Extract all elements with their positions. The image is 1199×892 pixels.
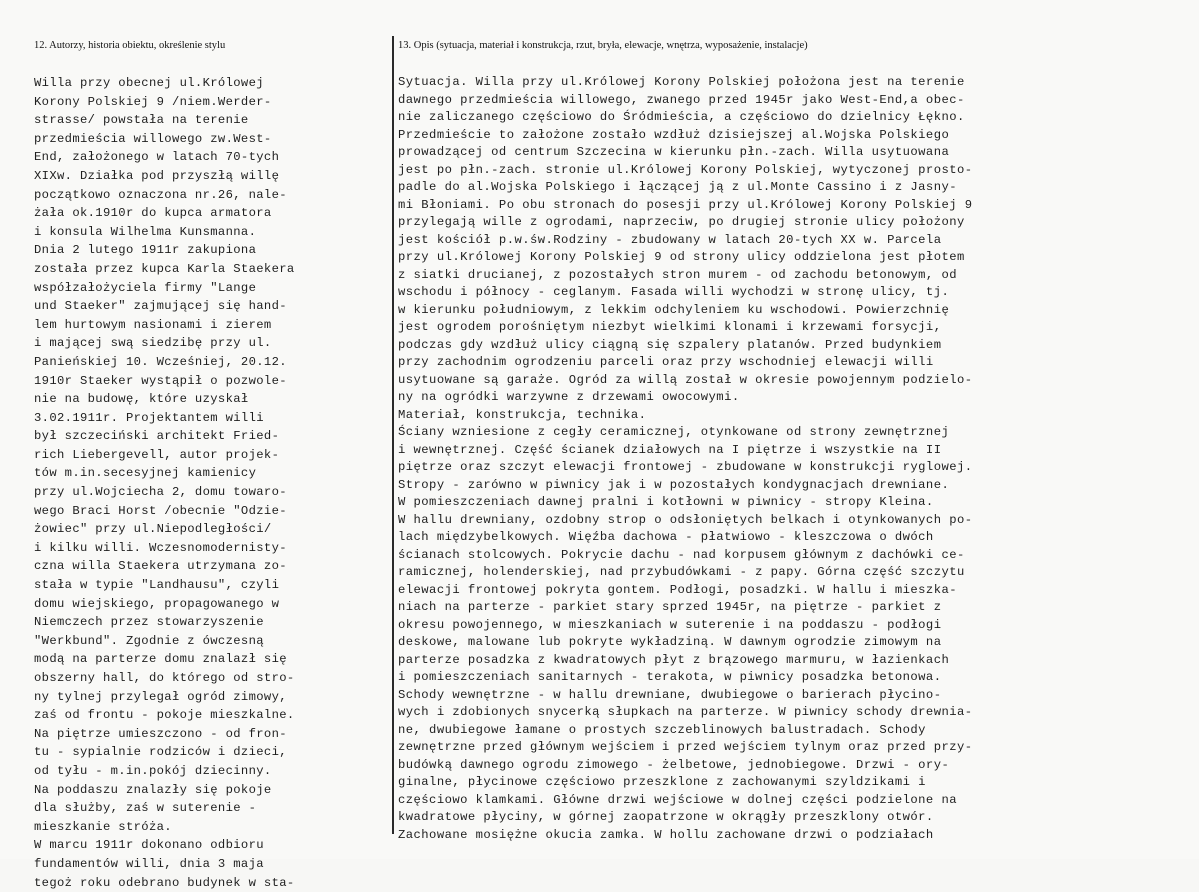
- history-text-line: strasse/ powstała na terenie: [34, 113, 249, 128]
- description-text-line: ne, dwubiegowe łamane o prostych szczeblinowych balustradach. Schody: [398, 722, 926, 737]
- history-text-line: i mającej swą siedzibę przy ul.: [34, 336, 272, 351]
- description-text-line: W pomieszczeniach dawnej pralni i kotłowni w piwnicy - stropy Kleina.: [398, 495, 934, 509]
- description-text-line: częściowo klamkami. Główne drzwi wejściowe w dolnej części podzielone na: [398, 792, 957, 807]
- description-text-line: i wewnętrznej. Część ścianek działowych na I piętrze i wszystkie na II: [398, 442, 942, 457]
- description-text-line: prowadzącej od centrum Szczecina w kierunku płn.-zach. Willa usytuowana: [398, 145, 950, 159]
- history-text-line: Niemczech przez stowarzyszenie: [34, 615, 264, 630]
- history-text-line: W marcu 1911r dokonano odbioru: [34, 838, 264, 853]
- description-text-line: deskowe, malowane lub pokryte wykładziną. W dawnym ogrodzie zimowym na: [398, 635, 942, 649]
- history-text-line: modą na parterze domu znalazł się: [34, 652, 287, 667]
- description-text-line: Zachowane mosiężne okucia zamka. W hollu zachowane drzwi o podziałach: [398, 827, 934, 842]
- history-text-line: stała w typie "Landhausu", czyli: [34, 578, 280, 593]
- description-text-line: jest ogrodem porośniętym niezbyt wielkimi klonami i krzewami forsycji,: [398, 320, 942, 334]
- description-text-line: Schody wewnętrzne - w hallu drewniane, dwubiegowe o barierach płycino-: [398, 687, 942, 702]
- history-text-line: przedmieścia willowego zw.West-: [34, 131, 272, 146]
- history-text-line: rich Liebergevell, autor projek-: [34, 447, 280, 462]
- history-text-line: Panieńskiej 10. Wcześniej, 20.12.: [34, 354, 287, 369]
- history-text-line: wego Braci Horst /obecnie "Odzie-: [34, 503, 287, 518]
- history-text-line: tu - sypialnie rodziców i dzieci,: [34, 745, 287, 760]
- description-text-line: padle do al.Wojska Polskiego i łączącej ją z ul.Monte Cassino i z Jasny-: [398, 180, 957, 194]
- description-text-line: mi Błoniami. Po obu stronach do posesji przy ul.Królowej Korony Polskiej 9: [398, 197, 973, 212]
- history-text-line: domu wiejskiego, propagowanego w: [34, 596, 280, 611]
- history-text-column: [34, 74, 386, 892]
- history-text-line: czna willa Staekera utrzymana zo-: [34, 559, 287, 574]
- history-text-line: została przez kupca Karla Staekera: [34, 261, 295, 276]
- description-text-line: Stropy - zarówno w piwnicy jak i w pozostałych kondygnacjach drewniane.: [398, 477, 950, 492]
- description-text-line: niach na parterze - parkiet stary sprzed 1945r, na piętrze - parkiet z: [398, 600, 942, 614]
- history-text-line: fundamentów willi, dnia 3 maja: [34, 856, 264, 871]
- history-text-line: XIXw. Działka pod przyszłą willę: [34, 168, 280, 183]
- section-13-header: 13. Opis (sytuacja, materiał i konstrukcja, rzut, bryła, elewacje, wnętrza, wyposażenie, instalacje): [398, 40, 808, 51]
- description-text-line: jest po płn.-zach. stronie ul.Królowej Korony Polskiej, wytyczonej prosto-: [398, 162, 973, 177]
- description-text-line: elewacji frontowej pokryta gontem. Podłogi, posadzki. W hallu i mieszka-: [398, 582, 957, 597]
- history-text-line: 1910r Staeker wystąpił o pozwole-: [34, 373, 287, 388]
- description-text-line: i pomieszczeniach sanitarnych - terakota, w piwnicy posadzka betonowa.: [398, 670, 942, 684]
- description-text-line: nie zaliczanego częściowo do Śródmieścia, a częściowo do dzielnicy Łękno.: [398, 110, 965, 124]
- description-text-line: w kierunku południowym, z lekkim odchyleniem ku wschodowi. Powierzchnię: [398, 302, 950, 317]
- history-text-line: Willa przy obecnej ul.Królowej: [34, 76, 264, 90]
- history-text-line: mieszkanie stróża.: [34, 819, 172, 834]
- description-text-line: wych i zdobionych snycerką słupkach na parterze. W piwnicy schody drewnia-: [398, 705, 973, 719]
- description-text-line: ny na ogródki warzywne z drzewami owocowymi.: [398, 390, 740, 404]
- description-text-line: zewnętrzne przed głównym wejściem i przed wejściem tylnym oraz przed przy-: [398, 740, 973, 754]
- description-text-line: przy ul.Królowej Korony Polskiej 9 od strony ulicy oddzielona jest płotem: [398, 250, 965, 264]
- description-text-line: kwadratowe płyciny, w górnej zaopatrzone w okrągły przeszklony otwór.: [398, 810, 934, 824]
- description-text-line: ścianach stolcowych. Pokrycie dachu - nad korpusem głównym z dachówki ce-: [398, 547, 965, 562]
- history-text-line: współzałożyciela firmy "Lange: [34, 280, 257, 295]
- history-text-line: tów m.in.secesyjnej kamienicy: [34, 466, 257, 481]
- section-12-header: 12. Autorzy, historia obiektu, określenie stylu: [34, 40, 226, 51]
- description-text-line: budówką dawnego ogrodu zimowego - żelbetowe, jednobiegowe. Drzwi - ory-: [398, 757, 950, 772]
- history-text-line: lem hurtowym nasionami i zierem: [34, 317, 272, 332]
- description-text-line: parterze posadzka z kwadratowych płyt z brązowego marmuru, w łazienkach: [398, 652, 950, 667]
- description-text-line: lach międzybelkowych. Więźba dachowa - płatwiowo - kleszczowa o dwóch: [398, 530, 934, 544]
- history-text-line: End, założonego w latach 70-tych: [34, 150, 280, 165]
- description-text-line: przylegają wille z ogrodami, naprzeciw, po drugiej stronie ulicy położony: [398, 215, 965, 229]
- history-text-line: i konsula Wilhelma Kunsmanna.: [34, 224, 257, 239]
- description-text-line: Ściany wzniesione z cegły ceramicznej, otynkowane od strony zewnętrznej: [398, 425, 950, 439]
- description-text-line: dawnego przedmieścia willowego, zwanego przed 1945r jako West-End,a obec-: [398, 92, 965, 107]
- description-text-line: z siatki drucianej, z pozostałych stron murem - od zachodu betonowym, od: [398, 267, 957, 282]
- description-text-line: jest kościół p.w.św.Rodziny - zbudowany w latach 20-tych XX w. Parcela: [398, 232, 942, 247]
- description-text-line: piętrze oraz szczyt elewacji frontowej - zbudowane w konstrukcji ryglowej.: [398, 460, 973, 474]
- description-text-line: podczas gdy wzdłuż ulicy ciągną się szpalery platanów. Przed budynkiem: [398, 337, 942, 352]
- history-text-line: żowiec" przy ul.Niepodległości/: [34, 522, 272, 537]
- description-text-line: usytuowane są garaże. Ogród za willą został w okresie powojennym podzielo-: [398, 372, 973, 387]
- description-text-line: Materiał, konstrukcja, technika.: [398, 407, 647, 422]
- history-text-line: "Werkbund". Zgodnie z ówczesną: [34, 633, 264, 648]
- history-text-line: Dnia 2 lutego 1911r zakupiona: [34, 243, 257, 258]
- description-text-line: W hallu drewniany, ozdobny strop o odsłoniętych belkach i otynkowanych po-: [398, 512, 973, 527]
- column-divider: [392, 36, 394, 834]
- history-text-line: Na piętrze umieszczono - od fron-: [34, 726, 287, 741]
- description-text-line: przy zachodnim ogrodzeniu parceli oraz przy wschodniej elewacji willi: [398, 355, 934, 369]
- history-text-line: obszerny hall, do którego od stro-: [34, 671, 295, 685]
- history-text-line: początkowo oznaczona nr.26, nale-: [34, 187, 287, 202]
- description-text-line: wschodu i północy - ceglanym. Fasada willi wychodzi w stronę ulicy, tj.: [398, 285, 950, 299]
- history-text-line: był szczeciński architekt Fried-: [34, 429, 280, 444]
- history-text-line: Na poddaszu znalazły się pokoje: [34, 782, 272, 797]
- history-text-line: 3.02.1911r. Projektantem willi: [34, 410, 264, 425]
- history-text-line: ny tylnej przylegał ogród zimowy,: [34, 689, 287, 704]
- history-text-line: Korony Polskiej 9 /niem.Werder-: [34, 94, 272, 109]
- history-text-line: tegoż roku odebrano budynek w sta-: [34, 875, 295, 890]
- history-text-line: i kilku willi. Wczesnomodernisty-: [34, 540, 287, 555]
- description-text-column: [398, 74, 1188, 844]
- history-text-line: nie na budowę, które uzyskał: [34, 392, 249, 407]
- history-text-line: und Staeker" zajmującej się hand-: [34, 299, 287, 314]
- description-text-line: okresu powojennego, w mieszkaniach w suterenie i na poddaszu - podłogi: [398, 617, 942, 632]
- history-text-line: żała ok.1910r do kupca armatora: [34, 206, 272, 221]
- description-text-line: Przedmieście to założone zostało wzdłuż dzisiejszej al.Wojska Polskiego: [398, 127, 950, 142]
- history-text-line: przy ul.Wojciecha 2, domu towaro-: [34, 485, 287, 500]
- history-text-line: od tyłu - m.in.pokój dziecinny.: [34, 763, 272, 778]
- history-text-line: dla służby, zaś w suterenie -: [34, 801, 257, 816]
- history-text-line: zaś od frontu - pokoje mieszkalne.: [34, 708, 295, 723]
- description-text-line: Sytuacja. Willa przy ul.Królowej Korony Polskiej położona jest na terenie: [398, 75, 965, 89]
- description-text-line: ginalne, płycinowe częściowo przeszklone z zachowanymi szyldzikami i: [398, 775, 926, 789]
- description-text-line: ramicznej, holenderskiej, nad przybudówkami - z papy. Górna część szczytu: [398, 565, 965, 579]
